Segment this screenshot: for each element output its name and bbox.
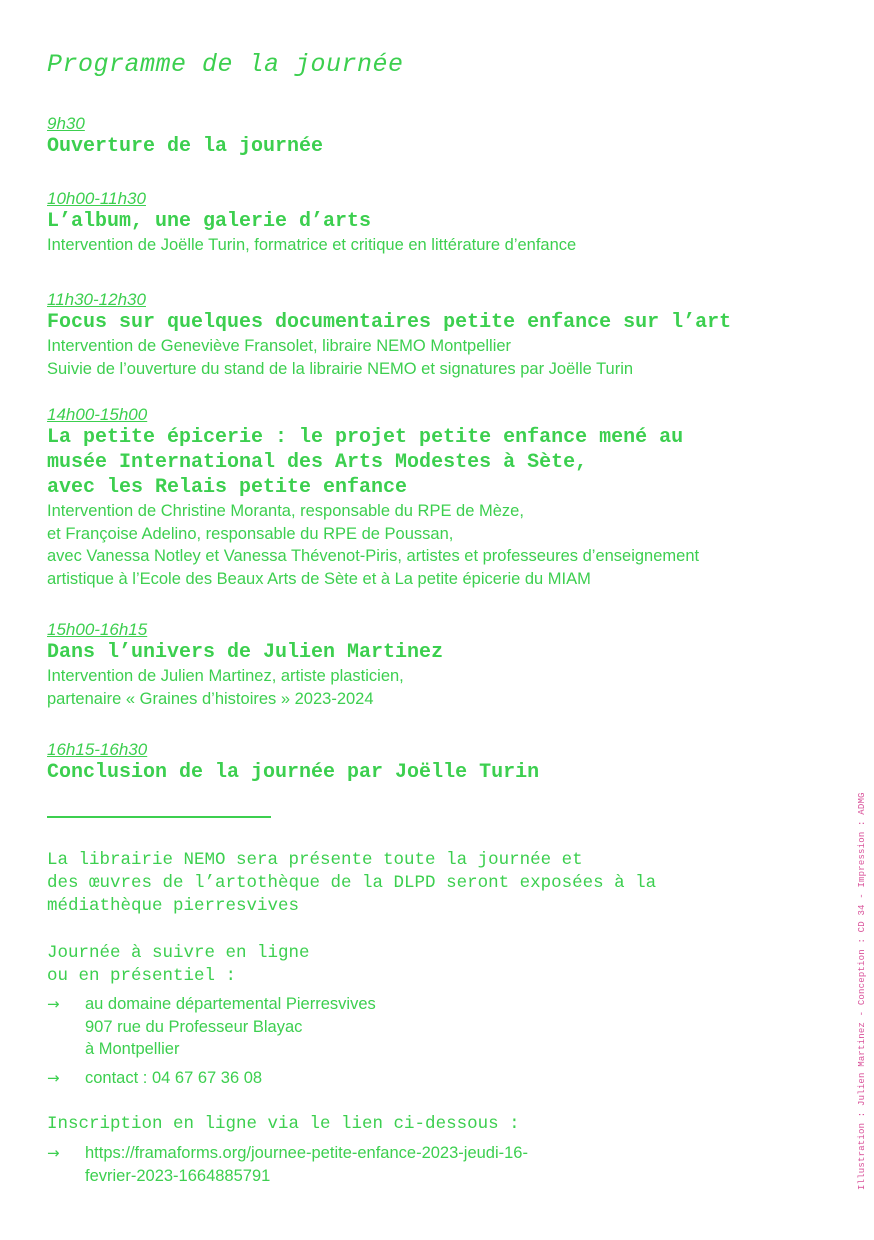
session-detail: Suivie de l’ouverture du stand de la librairie NEMO et signatures par Joëlle Turin <box>47 359 634 378</box>
session-time: 16h15-16h30 <box>47 740 148 759</box>
session-heading: Dans l’univers de Julien Martinez <box>47 641 444 664</box>
session-detail: et Françoise Adelino, responsable du RPE de Poussan, <box>47 524 454 543</box>
contact-phone: contact : 04 67 67 36 08 <box>85 1069 263 1087</box>
session-heading: Ouverture de la journée <box>47 135 324 158</box>
session-time: 9h30 <box>47 114 85 133</box>
session-time: 10h00-11h30 <box>47 189 146 208</box>
session-detail: artistique à l’Ecole des Beaux Arts de Sète et à La petite épicerie du MIAM <box>47 569 591 588</box>
page-title: Programme de la journée <box>47 50 404 79</box>
contact-item <box>47 1067 262 1090</box>
credits-vertical: Illustration : Julien Martinez - Conception : CD 34 - Impression : ADMG <box>857 792 867 1190</box>
venue-line: à Montpellier <box>85 1040 180 1058</box>
session-detail: Intervention de Julien Martinez, artiste plasticien, <box>47 667 404 685</box>
session-1000 <box>47 189 576 257</box>
follow-line: ou en présentiel : <box>47 966 237 986</box>
session-1400 <box>47 405 699 590</box>
divider <box>47 816 271 818</box>
session-time: 15h00-16h15 <box>47 620 148 639</box>
inscription-label: Inscription en ligne via le lien ci-dessous : <box>47 1114 520 1134</box>
venue-line: 907 rue du Professeur Blayac <box>85 1017 303 1036</box>
nemo-notice <box>47 849 656 918</box>
session-heading: avec les Relais petite enfance <box>47 476 408 499</box>
session-time: 11h30-12h30 <box>47 290 146 309</box>
session-heading: musée International des Arts Modestes à Sète, <box>47 451 588 474</box>
arrow-right-icon: → <box>47 1069 60 1087</box>
venue-item <box>47 993 376 1061</box>
session-heading: L’album, une galerie d’arts <box>47 210 372 233</box>
follow-line: Journée à suivre en ligne <box>47 943 310 963</box>
session-1130 <box>47 290 731 380</box>
session-time: 14h00-15h00 <box>47 405 148 424</box>
venue-line: au domaine départemental Pierresvives <box>85 995 376 1013</box>
session-detail: Intervention de Christine Moranta, responsable du RPE de Mèze, <box>47 502 524 520</box>
session-1500 <box>47 620 443 710</box>
registration-link[interactable] <box>85 1142 528 1187</box>
session-1615 <box>47 740 539 785</box>
session-detail: avec Vanessa Notley et Vanessa Thévenot-Piris, artistes et professeures d’enseignement <box>47 547 700 565</box>
follow-notice <box>47 942 310 988</box>
registration-link-line[interactable]: https://framaforms.org/journee-petite-enfance-2023-jeudi-16- <box>85 1144 528 1162</box>
registration-link-line[interactable]: fevrier-2023-1664885791 <box>85 1166 271 1185</box>
nemo-line: des œuvres de l’artothèque de la DLPD seront exposées à la <box>47 873 657 893</box>
arrow-right-icon: → <box>47 1144 60 1162</box>
session-detail: partenaire « Graines d’histoires » 2023-2024 <box>47 689 374 708</box>
session-heading: La petite épicerie : le projet petite enfance mené au <box>47 426 684 449</box>
nemo-line: La librairie NEMO sera présente toute la journée et <box>47 850 583 870</box>
arrow-right-icon: → <box>47 995 60 1013</box>
nemo-line: médiathèque pierresvives <box>47 896 300 916</box>
session-heading: Focus sur quelques documentaires petite enfance sur l’art <box>47 311 732 334</box>
session-heading: Conclusion de la journée par Joëlle Turin <box>47 761 540 784</box>
session-detail: Intervention de Joëlle Turin, formatrice et critique en littérature d’enfance <box>47 236 577 254</box>
session-0930 <box>47 114 323 159</box>
session-detail: Intervention de Geneviève Fransolet, libraire NEMO Montpellier <box>47 337 512 355</box>
registration-link-item[interactable] <box>47 1142 528 1187</box>
